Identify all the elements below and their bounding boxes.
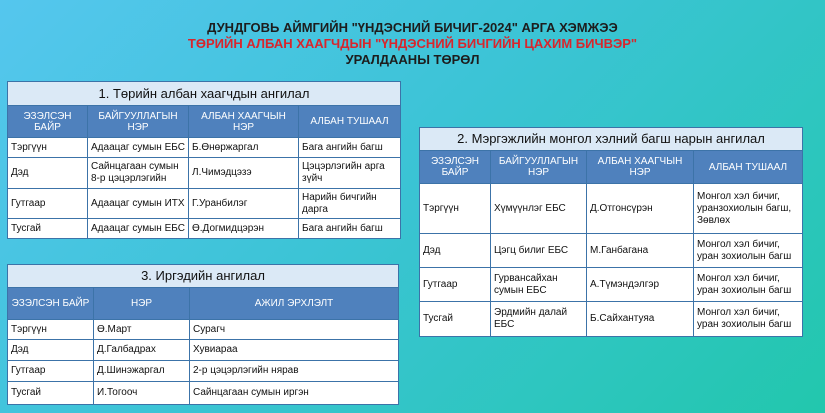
cell-name: Д.Шинэжаргал (94, 361, 190, 382)
cell-organization: Адаацаг сумын ИТХ (88, 189, 189, 219)
cell-occupation: Хувиараа (190, 340, 399, 361)
cell-position: Цэцэрлэгийн арга зүйч (299, 158, 401, 189)
cell-place: Дэд (8, 340, 94, 361)
table-row (420, 302, 803, 337)
cell-name: Ө.Март (94, 320, 190, 340)
column-header: АЛБАН ХААГЧЫН НЭР (587, 151, 694, 184)
cell-place: Тусгай (8, 219, 88, 239)
cell-name: Б.Өнөржаргал (189, 138, 299, 158)
table-row (420, 268, 803, 302)
cell-name: А.Түмэндэлгэр (587, 268, 694, 302)
cell-place: Тусгай (8, 382, 94, 405)
table-row (8, 219, 401, 239)
column-header: БАЙГУУЛЛАГЫН НЭР (491, 151, 587, 184)
cell-place: Гутгаар (8, 189, 88, 219)
table-row (8, 189, 401, 219)
cell-occupation: Сайнцагаан сумын иргэн (190, 382, 399, 405)
cell-position: Монгол хэл бичиг, уран зохиолын багш (694, 234, 803, 268)
cell-organization: Адаацаг сумын ЕБС (88, 219, 189, 239)
column-header: АЛБАН ТУШААЛ (299, 106, 401, 138)
cell-organization: Гурвансайхан сумын ЕБС (491, 268, 587, 302)
table-row (8, 158, 401, 189)
civil-servants-table (7, 81, 401, 239)
cell-occupation: Сурагч (190, 320, 399, 340)
cell-name: Д.Отгонсүрэн (587, 184, 694, 234)
cell-place: Гутгаар (8, 361, 94, 382)
cell-organization: Хүмүүнлэг ЕБС (491, 184, 587, 234)
cell-place: Гутгаар (420, 268, 491, 302)
table-row (8, 340, 399, 361)
cell-name: И.Тогооч (94, 382, 190, 405)
table-row (8, 320, 399, 340)
cell-name: М.Ганбагана (587, 234, 694, 268)
cell-name: Г.Уранбилэг (189, 189, 299, 219)
header-line-3: УРАЛДААНЫ ТӨРӨЛ (345, 52, 480, 67)
cell-name: Ө.Догмидцэрэн (189, 219, 299, 239)
cell-position: Бага ангийн багш (299, 138, 401, 158)
cell-place: Тэргүүн (8, 320, 94, 340)
table-title: 3. Иргэдийн ангилал (8, 265, 399, 288)
cell-position: Монгол хэл бичиг, уран зохиолын багш (694, 268, 803, 302)
table-row (420, 184, 803, 234)
header-line-1: ДУНДГОВЬ АЙМГИЙН "ҮНДЭСНИЙ БИЧИГ-2024" АРГА ХЭМЖЭЭ (207, 20, 618, 35)
cell-place: Дэд (8, 158, 88, 189)
mongolian-teachers-table (419, 127, 803, 337)
table-row (8, 138, 401, 158)
cell-name: Д.Галбадрах (94, 340, 190, 361)
cell-place: Тэргүүн (420, 184, 491, 234)
column-header: АЛБАН ХААГЧЫН НЭР (189, 106, 299, 138)
cell-organization: Цэгц билиг ЕБС (491, 234, 587, 268)
column-header: АЛБАН ТУШААЛ (694, 151, 803, 184)
column-header: БАЙГУУЛЛАГЫН НЭР (88, 106, 189, 138)
cell-place: Дэд (420, 234, 491, 268)
cell-position: Бага ангийн багш (299, 219, 401, 239)
table-row (8, 361, 399, 382)
column-header: ЭЗЭЛСЭН БАЙР (8, 288, 94, 320)
table-title: 2. Мэргэжлийн монгол хэлний багш нарын ангилал (420, 128, 803, 151)
header-line-2: ТӨРИЙН АЛБАН ХААГЧДЫН "ҮНДЭСНИЙ БИЧГИЙН ЦАХИМ БИЧВЭР" (187, 36, 638, 51)
cell-position: Монгол хэл бичиг, уранзохиолын багш, Зөвлөх (694, 184, 803, 234)
cell-occupation: 2-р цэцэрлэгийн нярав (190, 361, 399, 382)
cell-position: Монгол хэл бичиг, уран зохиолын багш (694, 302, 803, 337)
cell-place: Тусгай (420, 302, 491, 337)
cell-place: Тэргүүн (8, 138, 88, 158)
citizens-table (7, 264, 399, 405)
column-header: АЖИЛ ЭРХЛЭЛТ (190, 288, 399, 320)
table-row (8, 382, 399, 405)
table-title: 1. Төрийн албан хаагчдын ангилал (8, 82, 401, 106)
column-header: ЭЗЭЛСЭН БАЙР (8, 106, 88, 138)
cell-name: Л.Чимэдцэзэ (189, 158, 299, 189)
cell-organization: Сайнцагаан сумын 8-р цэцэрлэгийн (88, 158, 189, 189)
cell-organization: Эрдмийн далай ЕБС (491, 302, 587, 337)
column-header: ЭЗЭЛСЭН БАЙР (420, 151, 491, 184)
cell-position: Нарийн бичгийн дарга (299, 189, 401, 219)
cell-organization: Адаацаг сумын ЕБС (88, 138, 189, 158)
cell-name: Б.Сайхантуяа (587, 302, 694, 337)
table-row (420, 234, 803, 268)
column-header: НЭР (94, 288, 190, 320)
